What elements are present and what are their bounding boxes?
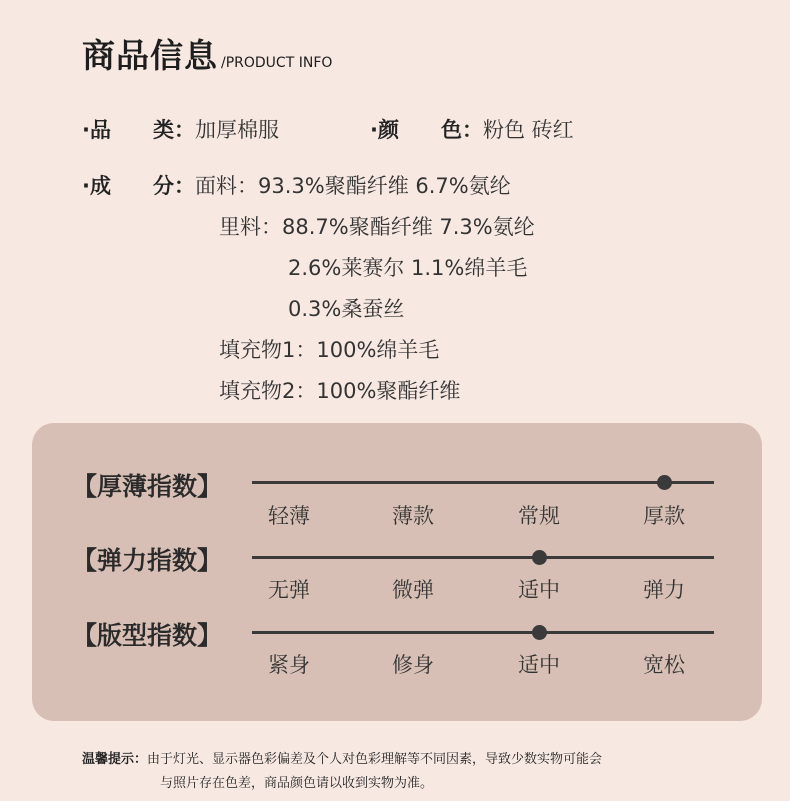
page-title: 商品信息: [82, 36, 218, 75]
elasticity-indicator: [532, 550, 547, 565]
elasticity-scale-line: [252, 556, 714, 559]
scale-option: 适中: [518, 578, 560, 602]
scale-option: 微弹: [392, 578, 434, 602]
composition-row: [82, 170, 511, 200]
category-row: [82, 114, 279, 144]
composition-line: 0.3%桑蚕丝: [288, 297, 405, 321]
scale-option: 修身: [392, 653, 434, 677]
scale-option: 轻薄: [268, 504, 310, 528]
thickness-index-title: 【厚薄指数】: [72, 472, 223, 501]
scale-option: 紧身: [268, 653, 310, 677]
category-label: ·品 类：: [82, 118, 195, 142]
category-value: 加厚棉服: [194, 118, 279, 142]
scale-option: 薄款: [392, 504, 434, 528]
scale-option: 厚款: [643, 504, 685, 528]
notice-line-1: [82, 748, 602, 767]
composition-line: 里料：88.7%聚酯纤维 7.3%氨纶: [219, 215, 535, 239]
scale-option: 弹力: [643, 578, 685, 602]
thickness-indicator: [657, 475, 672, 490]
notice-label: 温馨提示：: [82, 752, 148, 767]
composition-line: 2.6%莱赛尔 1.1%绵羊毛: [288, 256, 528, 280]
fit-scale-line: [252, 631, 714, 634]
color-value: 粉色 砖红: [482, 118, 574, 142]
elasticity-index-title: 【弹力指数】: [72, 546, 223, 575]
fit-indicator: [532, 625, 547, 640]
scale-option: 适中: [518, 653, 560, 677]
composition-line: 填充物1：100%绵羊毛: [219, 338, 440, 362]
index-panel: [32, 423, 762, 721]
thickness-scale-line: [252, 481, 714, 484]
composition-line: 填充物2：100%聚酯纤维: [219, 379, 461, 403]
color-label: ·颜 色：: [370, 118, 483, 142]
composition-line: 面料：93.3%聚酯纤维 6.7%氨纶: [194, 174, 511, 198]
fit-index-title: 【版型指数】: [72, 621, 223, 650]
page-header: [82, 30, 332, 77]
notice-line-2: 与照片存在色差，商品颜色请以收到实物为准。: [160, 776, 434, 791]
scale-option: 宽松: [643, 653, 685, 677]
scale-option: 无弹: [268, 578, 310, 602]
page-title-en: /PRODUCT INFO: [221, 55, 333, 71]
color-row: [370, 114, 574, 144]
scale-option: 常规: [518, 504, 560, 528]
composition-label: ·成 分：: [82, 174, 195, 198]
notice-text: 由于灯光、显示器色彩偏差及个人对色彩理解等不同因素，导致少数实物可能会: [147, 752, 603, 767]
